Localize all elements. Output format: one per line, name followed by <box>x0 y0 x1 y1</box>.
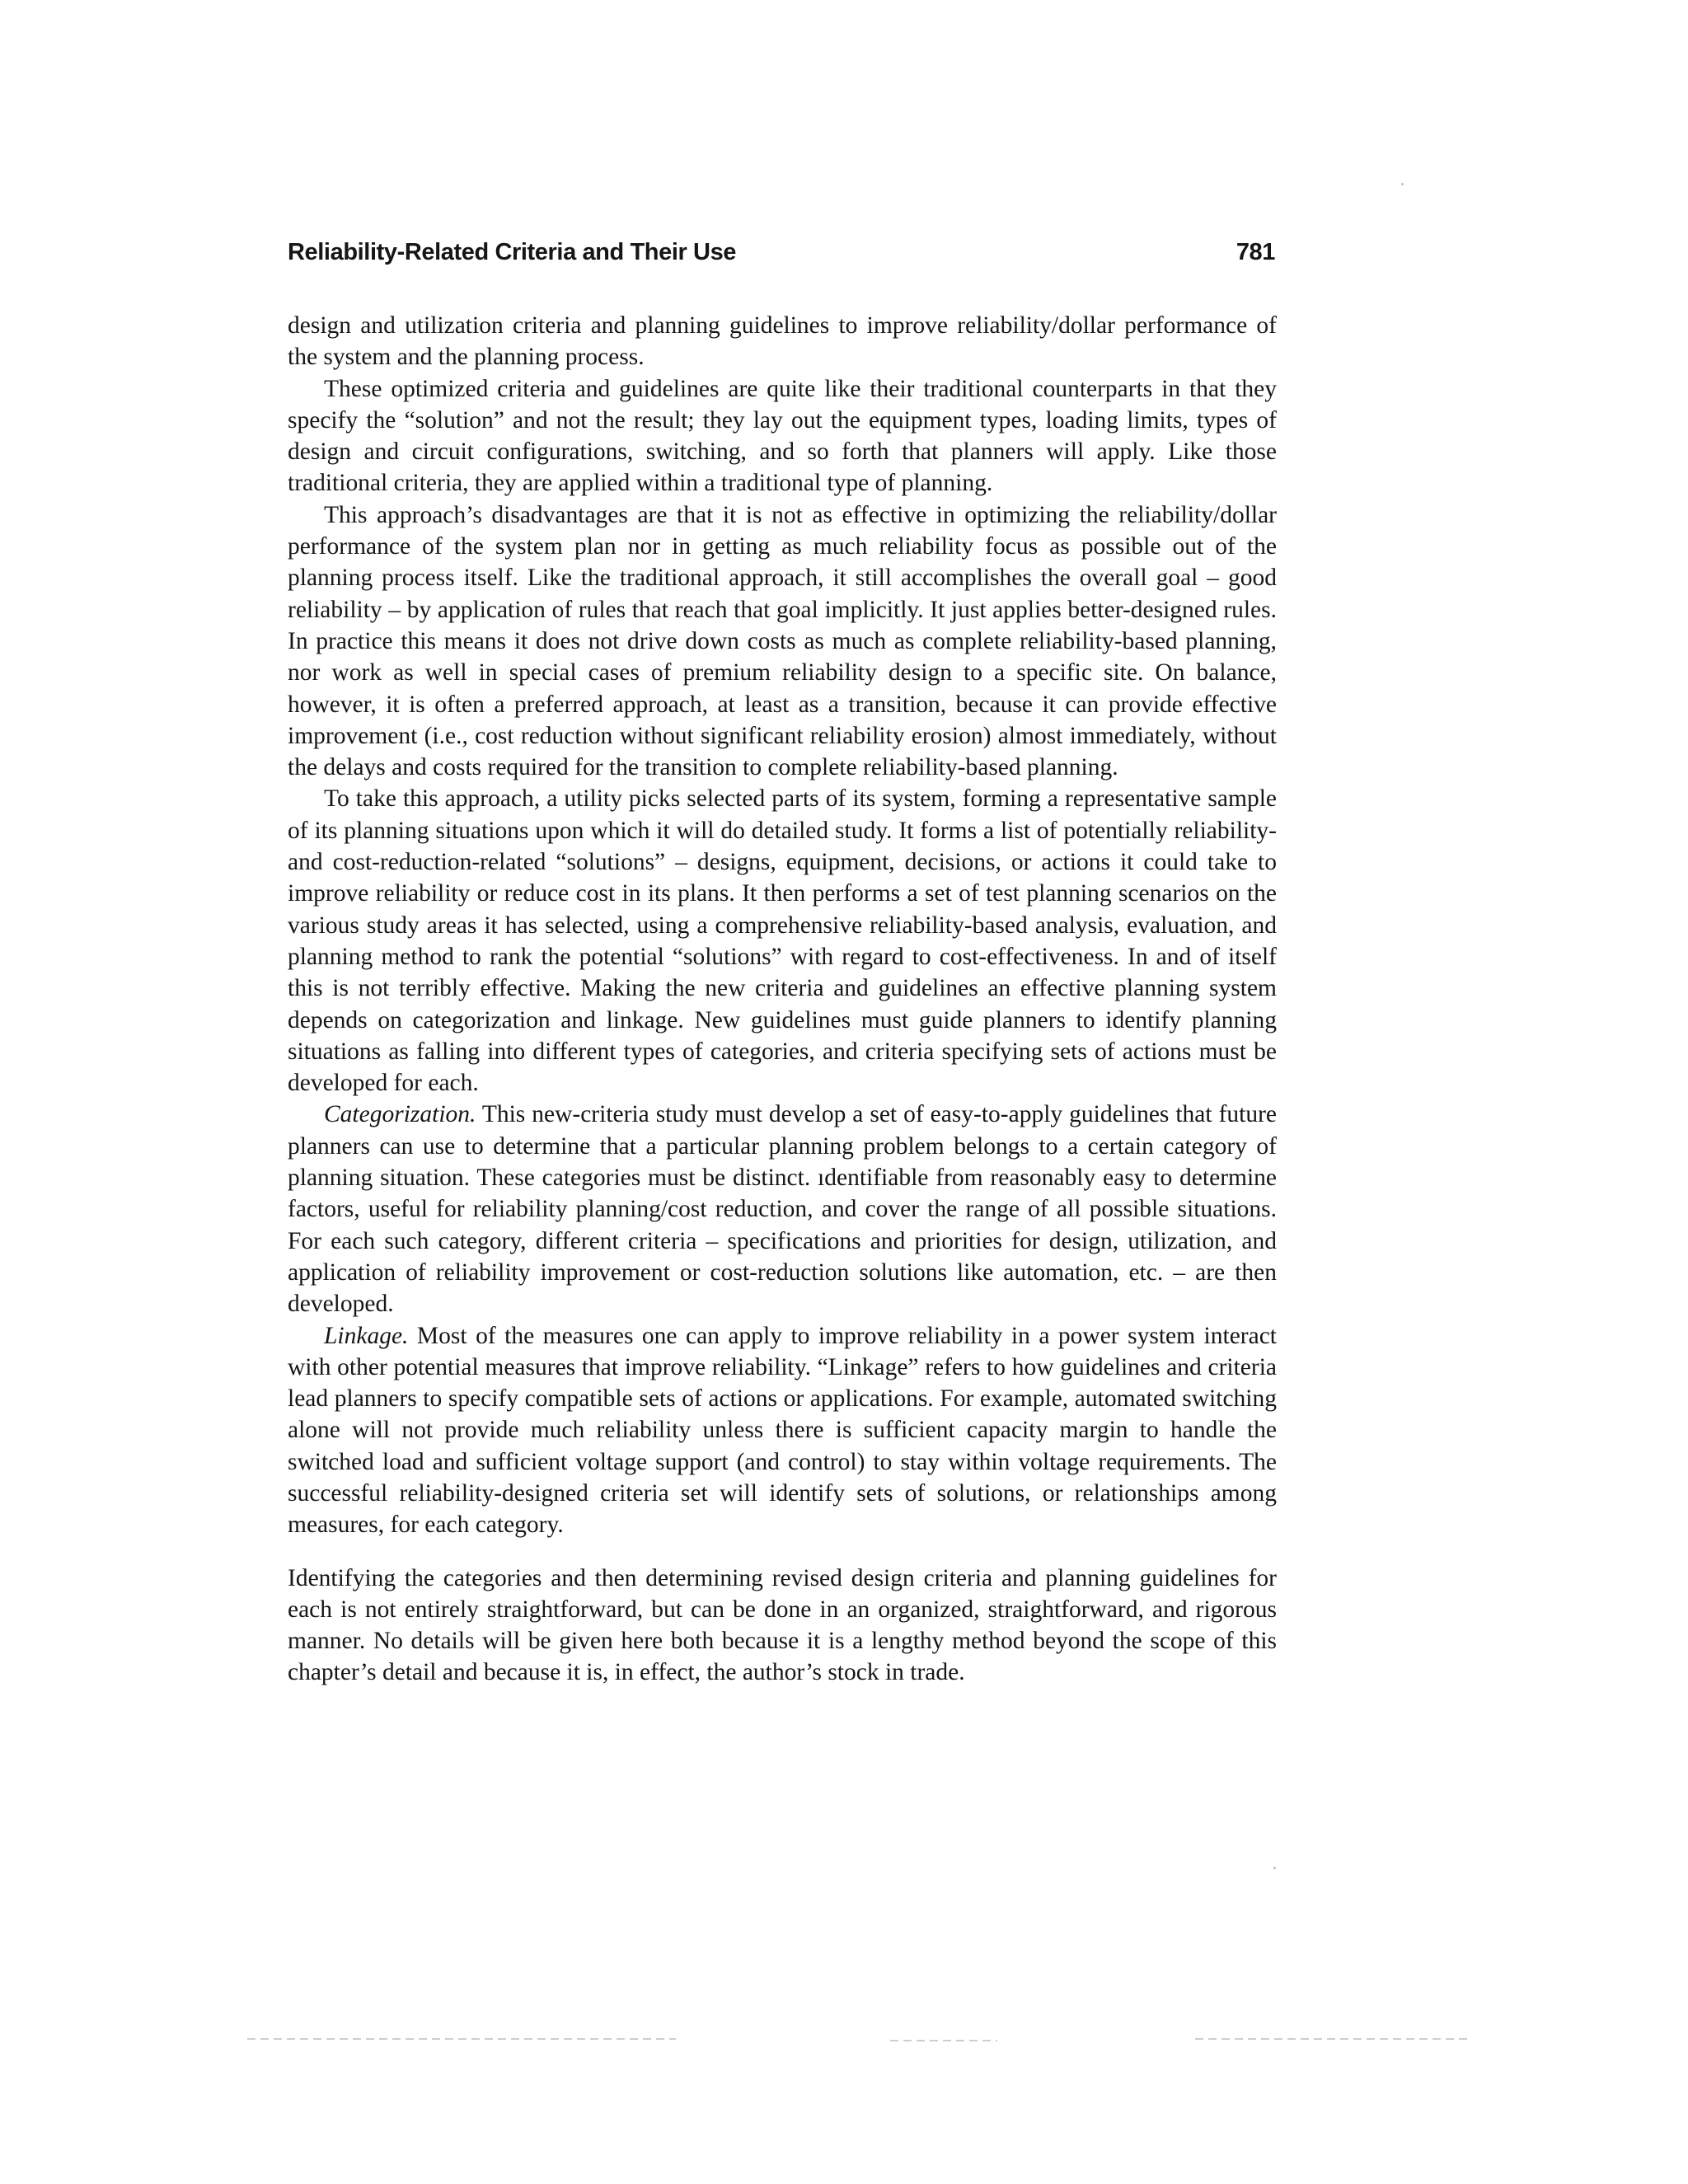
block-lead-categorization: Categorization. <box>324 1101 476 1128</box>
paragraph-disadvantages: This approach’s disadvantages are that it is not as effective in optimizing the reliability/dollar performance of the system plan nor in getting as much reliability focus as possible out of the planning process itself. Like the traditional approach, it still accomplishes the overall goal – good reliability – by application of rules that reach that goal implicitly. It just applies better-designed rules. In practice this means it does not drive down costs as much as complete reliability-based planning, nor work as well in special cases of premium reliability design to a specific site. On balance, however, it is often a preferred approach, at least as a transition, because it can provide effective improvement (i.e., cost reduction without significant reliability erosion) almost immediately, without the delays and costs required for the transition to complete reliability-based planning. <box>288 501 1277 781</box>
block-lead-linkage: Linkage. <box>324 1322 409 1349</box>
scan-artifact-middle <box>890 2040 997 2041</box>
block-categorization <box>288 1099 1277 1319</box>
scan-artifact-left <box>247 2038 676 2040</box>
paragraph-continued: design and utilization criteria and planning guidelines to improve reliability/dollar performance of the system and the planning process. <box>288 312 1277 371</box>
scan-speck <box>1273 1867 1276 1869</box>
block-text-categorization: This new-criteria study must develop a set of easy-to-apply guidelines that future planners can use to determine that a particular planning problem belongs to a certain category of planning situation. These categories must be distinct. ıdentifiable from reasonably easy to determine factors, useful for reliability planning/cost reduction, and cover the range of all possible situations. For each such category, different criteria – specifications and priorities for design, utilization, and application of reliability improvement or cost-reduction solutions like automation, etc. – are then developed. <box>288 1101 1278 1318</box>
body-text <box>288 310 1277 1689</box>
book-page <box>288 239 1277 1689</box>
page-number: 781 <box>1236 239 1275 265</box>
running-head <box>288 239 1277 272</box>
paragraph-approach: To take this approach, a utility picks selected parts of its system, forming a representative sample of its planning situations upon which it will do detailed study. It forms a list of potentially reliability- and cost-reduction-related “solutions” – designs, equipment, decisions, or actions it could take to improve reliability or reduce cost in its plans. It then performs a set of test planning scenarios on the various study areas it has selected, using a comprehensive reliability-based analysis, evaluation, and planning method to rank the potential “solutions” with regard to cost-effectiveness. In and of itself this is not terribly effective. Making the new criteria and guidelines an effective planning system depends on categorization and linkage. New guidelines must guide planners to identify planning situations as falling into different types of categories, and criteria specifying sets of actions must be developed for each. <box>288 785 1277 1097</box>
running-title: Reliability-Related Criteria and Their Use <box>288 239 737 265</box>
paragraph-optimized-criteria: These optimized criteria and guidelines are quite like their traditional counterparts in that they specify the “solution” and not the result; they lay out the equipment types, loading limits, types of design and circuit configurations, switching, and so forth that planners will apply. Like those traditional criteria, they are applied within a traditional type of planning. <box>288 375 1277 497</box>
block-linkage <box>288 1320 1277 1541</box>
paragraph-closing: Identifying the categories and then determining revised design criteria and planning guidelines for each is not entirely straightforward, but can be done in an organized, straightforward, and rigorous manner. No details will be given here both because it is a lengthy method beyond the scope of this chapter’s detail and because it is, in effect, the author’s stock in trade. <box>288 1564 1277 1686</box>
scan-artifact-right <box>1195 2038 1467 2040</box>
scan-speck <box>1401 183 1404 185</box>
block-text-linkage: Most of the measures one can apply to improve reliability in a power system interact with other potential measures that improve reliability. “Linkage” refers to how guidelines and criteria lead planners to specify compatible sets of actions or applications. For example, automated switching alone will not provide much reliability unless there is sufficient capacity margin to handle the switched load and sufficient voltage support (and control) to stay within voltage requirements. The successful reliability-designed criteria set will identify sets of solutions, or relationships among measures, for each category. <box>288 1322 1277 1539</box>
